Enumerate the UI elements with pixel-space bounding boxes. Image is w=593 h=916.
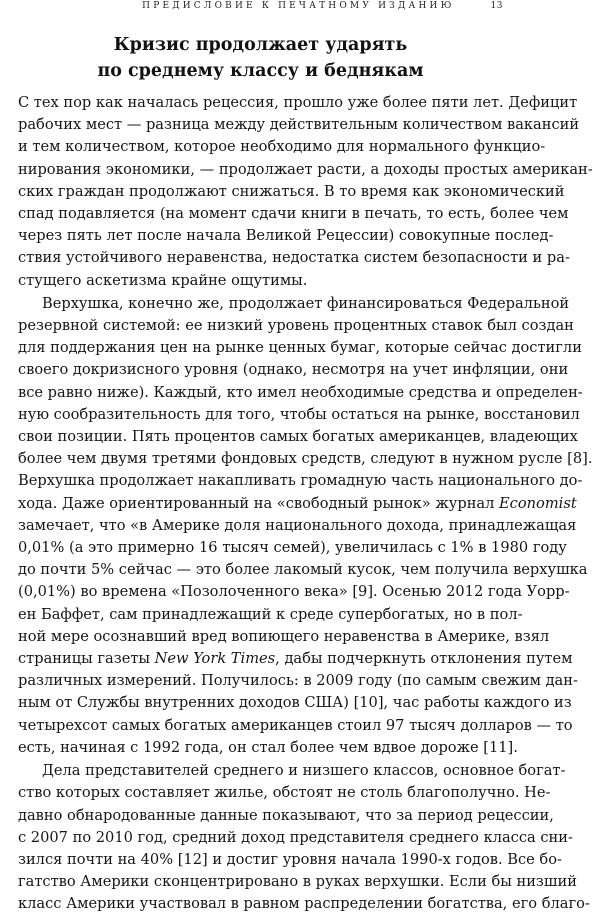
text-line: ной мере осознавший вред вопиющего неравенства в Америке, взял — [18, 627, 550, 645]
body-paragraph — [18, 92, 593, 292]
body-paragraph — [18, 293, 593, 759]
text-line: нирования экономики, — продолжает расти, а доходы простых американ- — [18, 160, 593, 178]
text-line: спад подавляется (на момент сдачи книги в печать, то есть, более чем — [18, 205, 569, 223]
text-line: ным от Службы внутренних доходов США) [10], час работы каждого из — [18, 694, 572, 712]
text-line: четырехсот самых богатых американцев стоил 97 тысяч долларов — то — [18, 716, 573, 734]
text-line: замечает, что «в Америке доля национального дохода, принадлежащая — [18, 516, 577, 534]
text-line: для поддержания цен на рынке ценных бумаг, которые сейчас достигли — [18, 339, 582, 357]
text-line: все равно ниже). Каждый, кто имел необходимые средства и определен- — [18, 383, 583, 401]
text-line: свои позиции. Пять процентов самых богатых американцев, владеющих — [18, 428, 578, 446]
text-line: С тех пор как началась рецессия, прошло уже более пяти лет. Дефицит — [18, 94, 578, 111]
text-line: 0,01% (а это примерно 16 тысяч семей), увеличилась с 1% в 1980 году — [18, 539, 567, 557]
text-line: ную сообразительность для того, чтобы остаться на рынке, восстановил — [18, 405, 580, 423]
text-line: ство которых составляет жилье, обстоят не столь благополучно. Не- — [18, 784, 551, 802]
text-line: резервной системой: ее низкий уровень процентных ставок был создан — [18, 317, 574, 335]
text-line: стущего аскетизма крайне ощутимы. — [18, 271, 308, 289]
text-line: с 2007 по 2010 год, средний доход представителя среднего класса сни- — [18, 828, 573, 846]
section-title — [18, 32, 503, 84]
text-line: давно обнародованные данные показывают, что за период рецессии, — [18, 806, 554, 824]
text-line: Верхушка продолжает накапливать громадную часть национального до- — [18, 472, 583, 490]
text-line: более чем двумя третями фондовых средств, следуют в нужном русле [8]. — [18, 450, 593, 468]
text-line: ских граждан продолжают снижаться. В то время как экономический — [18, 182, 565, 200]
text-line: ствия устойчивого неравенства, недостатка систем безопасности и ра- — [18, 249, 570, 267]
text-line: страницы газеты New York Times, дабы подчеркнуть отклонения путем — [18, 650, 573, 668]
text-line: через пять лет после начала Великой Рецессии) совокупные послед- — [18, 227, 554, 245]
text-line: Дела представителей среднего и низшего классов, основное богат- — [42, 762, 566, 780]
running-header — [18, 0, 503, 15]
text-line: ен Баффет, сам принадлежащий к среде супербогатых, но в пол- — [18, 605, 523, 623]
section-title-line: по среднему классу и беднякам — [97, 61, 424, 81]
text-line: рабочих мест — разница между действительным количеством вакансий — [18, 116, 580, 134]
body-paragraph — [18, 760, 590, 915]
text-line: зился почти на 40% [12] и достиг уровня начала 1990-х годов. Все бо- — [18, 850, 562, 868]
text-line: своего докризисного уровня (однако, несмотря на учет инфляции, они — [18, 361, 569, 379]
text-line: до почти 5% сейчас — это более лакомый кусок, чем получила верхушка — [18, 561, 588, 579]
text-line: (0,01%) во времена «Позолоченного века» [9]. Осенью 2012 года Уорр- — [18, 583, 570, 601]
text-line: и тем количеством, которое необходимо для нормального функцио- — [18, 138, 546, 156]
page-number: 13 — [490, 1, 503, 11]
text-line: гатство Америки сконцентрировано в руках верхушки. Если бы низший — [18, 873, 577, 891]
text-line: есть, начиная с 1992 года, он стал более чем вдвое дороже [11]. — [18, 738, 518, 756]
text-line: Верхушка, конечно же, продолжает финансироваться Федеральной — [42, 294, 570, 312]
publication-title: Economist — [499, 494, 577, 512]
text-line: хода. Даже ориентированный на «свободный рынок» журнал Economist — [18, 494, 577, 512]
section-title-line: Кризис продолжает ударять — [113, 35, 408, 55]
text-line: класс Америки участвовал в равном распределении богатства, его благо- — [18, 895, 590, 913]
publication-title: New York Times — [154, 650, 276, 668]
running-title: ПРЕДИСЛОВИЕ К ПЕЧАТНОМУ ИЗДАНИЮ — [142, 1, 455, 11]
text-line: различных измерений. Получилось: в 2009 году (по самым свежим дан- — [18, 672, 578, 690]
